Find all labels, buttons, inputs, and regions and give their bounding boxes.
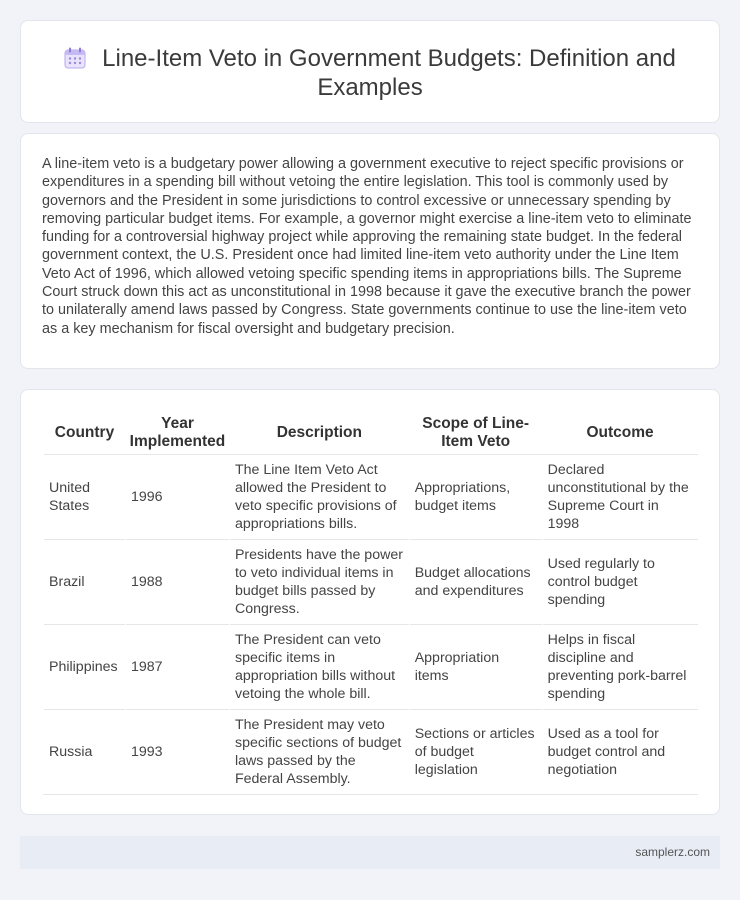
footer [20, 836, 720, 869]
header-outcome: Outcome [586, 423, 654, 441]
cell-year: 1988 [125, 539, 229, 624]
cell-outcome: Declared unconstitutional by the Supreme Court in 1998 [542, 454, 698, 539]
table-row [44, 454, 699, 539]
cell-scope: Sections or articles of budget legislation [409, 709, 542, 794]
cell-year: 1996 [125, 454, 229, 539]
veto-table [43, 412, 698, 795]
title-card [20, 20, 720, 123]
cell-year: 1987 [125, 624, 229, 709]
cell-description: The President can veto specific items in appropriation bills without vetoing the whole bill. [229, 624, 409, 709]
header-country: Country [54, 423, 115, 441]
table-row [44, 624, 699, 709]
cell-year: 1993 [125, 709, 229, 794]
table-row [44, 539, 699, 624]
cell-country: Russia [44, 709, 126, 794]
cell-description: The Line Item Veto Act allowed the President to veto specific provisions of appropriations bills. [229, 454, 409, 539]
cell-description: The President may veto specific sections of budget laws passed by the Federal Assembly. [229, 709, 409, 794]
header-scope: Scope of Line-Item Veto [422, 414, 530, 450]
footer-site-link[interactable]: samplerz.com [635, 845, 710, 859]
header-year: Year Implemented [129, 414, 226, 450]
header-description: Description [276, 423, 362, 441]
intro-paragraph: A line-item veto is a budgetary power allowing a government executive to reject specific provisions or expenditures in a spending bill without vetoing the entire legislation. This tool is commonly used by governors and the President in some jurisdictions to control excessive or unnecessary spending by removing particular budget items. For example, a governor might exercise a line-item veto to eliminate funding for a controversial highway project while approving the remaining state budget. In the federal government context, the U.S. President once had limited line-item veto authority under the Line Item Veto Act of 1996, which allowed vetoing specific spending items in appropriations bills. The Supreme Court struck down this act as unconstitutional in 1998 because it gave the executive branch the power to unilaterally amend laws passed by Congress. State governments continue to use the line-item veto as a key mechanism for fiscal oversight and budgetary precision. [42, 156, 692, 337]
cell-outcome: Helps in fiscal discipline and preventing pork-barrel spending [542, 624, 698, 709]
page-title-wrap [21, 44, 719, 102]
cell-scope: Budget allocations and expenditures [409, 539, 542, 624]
page-title: Line-Item Veto in Government Budgets: Definition and Examples [102, 45, 676, 101]
cell-country: Brazil [44, 539, 126, 624]
cell-scope: Appropriations, budget items [409, 454, 542, 539]
cell-description: Presidents have the power to veto individual items in budget bills passed by Congress. [229, 539, 409, 624]
cell-outcome: Used regularly to control budget spending [542, 539, 698, 624]
cell-outcome: Used as a tool for budget control and negotiation [542, 709, 698, 794]
intro-card [20, 133, 720, 369]
table-header-row [44, 412, 699, 454]
cell-scope: Appropriation items [409, 624, 542, 709]
cell-country: United States [44, 454, 126, 539]
calendar-icon [64, 47, 86, 69]
cell-country: Philippines [44, 624, 126, 709]
table-row [44, 709, 699, 794]
table-card [20, 389, 720, 815]
